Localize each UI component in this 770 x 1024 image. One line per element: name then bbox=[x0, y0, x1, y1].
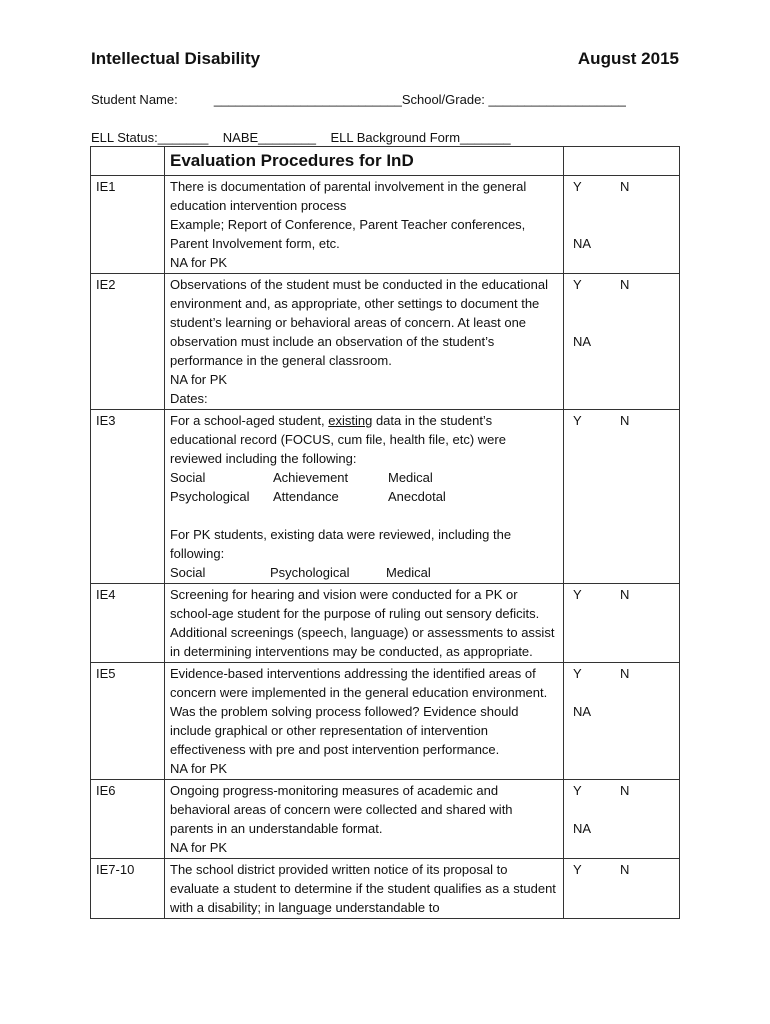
grid-item: Achievement bbox=[273, 470, 349, 485]
no-option[interactable]: N bbox=[620, 666, 630, 681]
yes-option[interactable]: Y bbox=[573, 413, 582, 428]
table-row bbox=[91, 274, 680, 410]
yes-option[interactable]: Y bbox=[573, 783, 582, 798]
row-criteria-text: Observations of the student must be conducted in the educational environment and, as appropriate, other settings to document the student’s learning or behavioral areas of concern. At least one observation must include an observation of the student’s performance in the general classroom. NA for PK Dates: bbox=[165, 274, 564, 410]
row-response bbox=[564, 274, 680, 410]
yes-option[interactable]: Y bbox=[573, 587, 582, 602]
grid-item: Psychological bbox=[270, 565, 350, 580]
row-id: IE1 bbox=[91, 176, 165, 274]
no-option[interactable]: N bbox=[620, 179, 630, 194]
row-id: IE7-10 bbox=[91, 859, 165, 919]
na-option[interactable]: NA bbox=[573, 334, 592, 349]
no-option[interactable]: N bbox=[620, 587, 630, 602]
table-row bbox=[91, 663, 680, 780]
document-date: August 2015 bbox=[577, 49, 679, 68]
row-response bbox=[564, 780, 680, 859]
row-criteria-text: Ongoing progress-monitoring measures of academic and behavioral areas of concern were collected and shared with parents in an understandable format. NA for PK bbox=[165, 780, 564, 859]
grid-item: Psychological bbox=[170, 489, 250, 504]
row-criteria-text: Evidence-based interventions addressing the identified areas of concern were implemented in the general education environment. Was the problem solving process followed? Evidence should include graphical or other representation of intervention effectiveness with pre and post intervention performance. NA for PK bbox=[165, 663, 564, 780]
row-response bbox=[564, 859, 680, 919]
document-title: Intellectual Disability bbox=[91, 49, 261, 68]
row-id: IE6 bbox=[91, 780, 165, 859]
yes-option[interactable]: Y bbox=[573, 862, 582, 877]
no-option[interactable]: N bbox=[620, 413, 630, 428]
header-yn-cell bbox=[564, 147, 680, 176]
row-criteria-text: There is documentation of parental involvement in the general education intervention process Example; Report of Conference, Parent Teacher conferences, Parent Involvement form, etc. NA for PK bbox=[165, 176, 564, 274]
row-id: IE2 bbox=[91, 274, 165, 410]
row-id: IE3 bbox=[91, 410, 165, 584]
yes-option[interactable]: Y bbox=[573, 666, 582, 681]
evaluation-procedures-table bbox=[90, 146, 680, 919]
row-response bbox=[564, 176, 680, 274]
row-criteria-text: Screening for hearing and vision were conducted for a PK or school-age student for the purpose of ruling out sensory deficits. Additional screenings (speech, language) or assessments to assist in determining interventions may be conducted, as appropriate. bbox=[165, 584, 564, 663]
grid-item: Social bbox=[170, 565, 206, 580]
grid-item: Attendance bbox=[273, 489, 339, 504]
table-heading: Evaluation Procedures for InD bbox=[165, 147, 564, 176]
row-response bbox=[564, 410, 680, 584]
ie3-pk-text: For PK students, existing data were reviewed, including the following: bbox=[170, 527, 512, 561]
student-name-grade-line: Student Name: __________________________School/Grade: ___________________ bbox=[91, 92, 626, 107]
table-row bbox=[91, 176, 680, 274]
na-option[interactable]: NA bbox=[573, 704, 592, 719]
row-response bbox=[564, 584, 680, 663]
ie3-existing-underlined: existing bbox=[328, 413, 373, 428]
no-option[interactable]: N bbox=[620, 862, 630, 877]
na-option[interactable]: NA bbox=[573, 821, 592, 836]
grid-item: Anecdotal bbox=[388, 489, 446, 504]
grid-item: Social bbox=[170, 470, 206, 485]
ie3-intro-b: data in the student’s educational record (FOCUS, cum file, health file, etc) were reviewed including the following: bbox=[170, 413, 506, 466]
table-header-row bbox=[91, 147, 680, 176]
table-row bbox=[91, 859, 680, 919]
row-id: IE5 bbox=[91, 663, 165, 780]
table-row bbox=[91, 584, 680, 663]
row-criteria-text: The school district provided written notice of its proposal to evaluate a student to determine if the student qualifies as a student with a disability; in language understandable to bbox=[165, 859, 564, 919]
table-row bbox=[91, 780, 680, 859]
row-id: IE4 bbox=[91, 584, 165, 663]
row-criteria-text bbox=[165, 410, 564, 584]
row-response bbox=[564, 663, 680, 780]
ie3-intro-a: For a school-aged student, bbox=[170, 413, 329, 428]
no-option[interactable]: N bbox=[620, 783, 630, 798]
no-option[interactable]: N bbox=[620, 277, 630, 292]
ell-status-line: ELL Status:_______ NABE________ ELL Background Form_______ bbox=[91, 130, 511, 145]
table-row bbox=[91, 410, 680, 584]
na-option[interactable]: NA bbox=[573, 236, 592, 251]
grid-item: Medical bbox=[386, 565, 431, 580]
yes-option[interactable]: Y bbox=[573, 179, 582, 194]
header-id-cell bbox=[91, 147, 165, 176]
yes-option[interactable]: Y bbox=[573, 277, 582, 292]
grid-item: Medical bbox=[388, 470, 433, 485]
